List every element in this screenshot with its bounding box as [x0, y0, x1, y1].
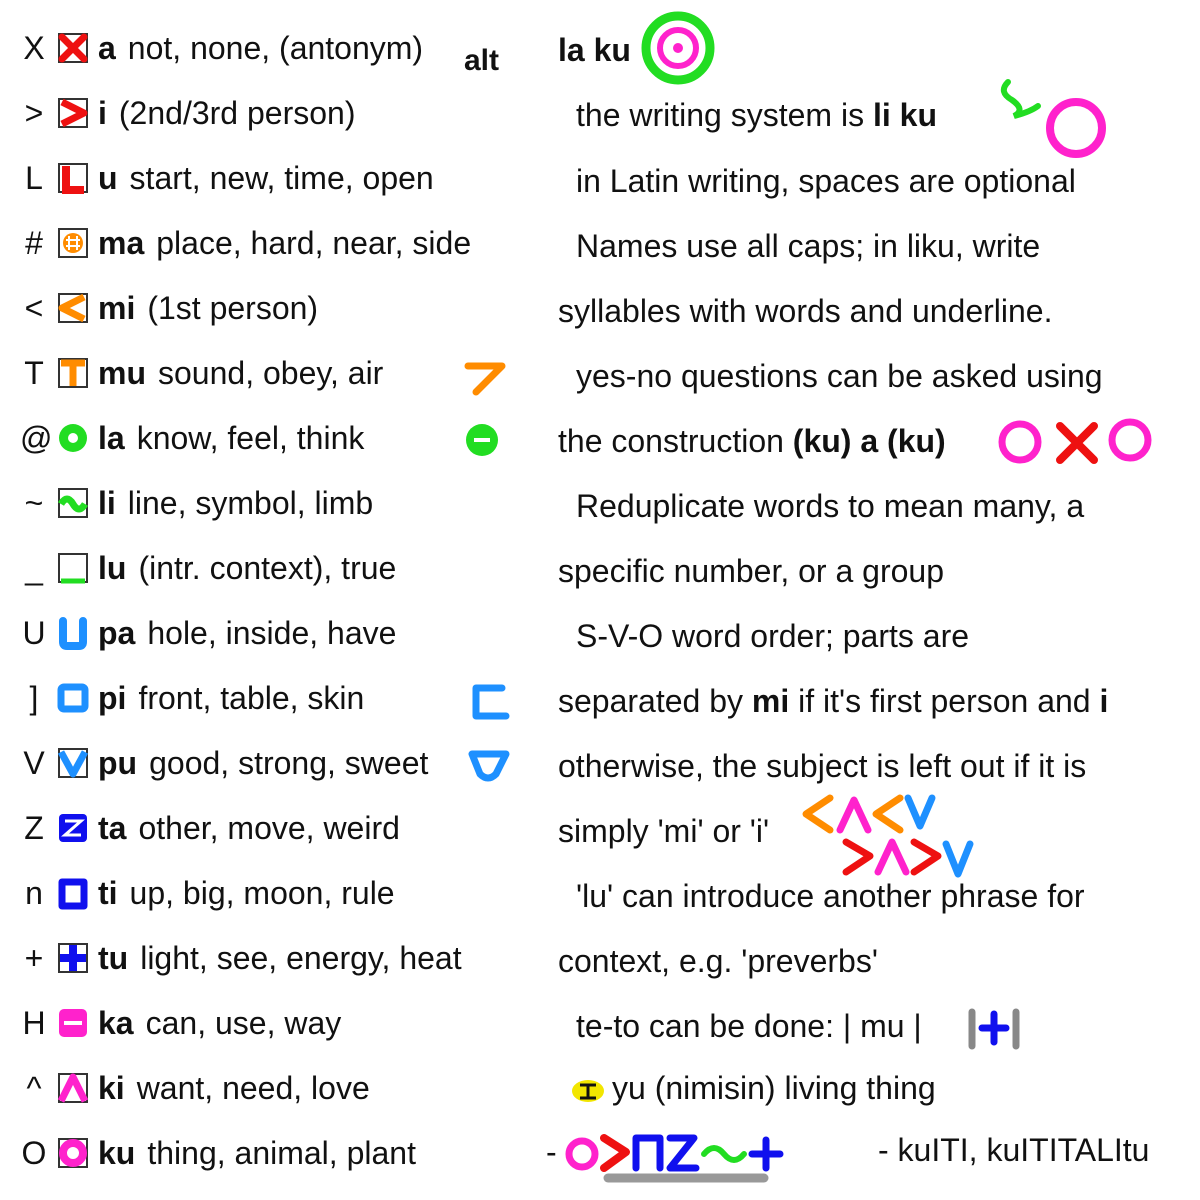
letter-row-tu: [0, 926, 540, 990]
letter-word: [98, 160, 434, 197]
letter-row-ku: [0, 1121, 540, 1185]
alt-label: alt: [464, 44, 500, 77]
letter-word: [98, 225, 471, 262]
word-gloss: light, see, energy, heat: [140, 939, 462, 976]
letter-row-la: [0, 406, 540, 470]
letter-word: [98, 420, 364, 457]
para-subject-2: simply 'mi' or 'i': [558, 813, 770, 849]
latin-letter: @: [20, 419, 53, 456]
para-yu: yu (nimisin) living thing: [612, 1070, 936, 1106]
la-ku-glyph-icon: [640, 10, 716, 86]
word-name: li: [98, 484, 116, 521]
word-name: i: [98, 94, 107, 131]
letter-row-li: [0, 471, 540, 535]
para-lu-2: context, e.g. 'preverbs': [558, 943, 878, 979]
latin-letter: ~: [24, 484, 44, 521]
para-writing-system: the writing system is li ku: [576, 97, 937, 133]
latin-letter: n: [25, 874, 43, 911]
word-gloss: (1st person): [147, 289, 319, 326]
word-name: mi: [98, 289, 136, 326]
mi-i-glyphs-icon: [800, 790, 980, 886]
letter-word: [98, 615, 396, 652]
word-name: ka: [98, 1004, 134, 1041]
latin-letter: <: [24, 289, 44, 326]
latin-letter: O: [21, 1134, 47, 1171]
word-gloss: start, new, time, open: [129, 159, 434, 196]
letter-row-mi: [0, 276, 540, 340]
word-gloss: sound, obey, air: [158, 354, 384, 391]
letter-row-ti: [0, 861, 540, 925]
letter-word: [98, 745, 428, 782]
para-names-1: Names use all caps; in liku, write: [576, 228, 1041, 264]
latin-letter: _: [25, 549, 43, 586]
less-than-glyph-icon: [56, 291, 90, 325]
bracket-glyph-icon: [56, 681, 90, 715]
letter-word: [98, 355, 383, 392]
letter-word: [98, 680, 364, 717]
hash-glyph-icon: [56, 226, 90, 260]
word-name: u: [98, 159, 118, 196]
word-name: a: [98, 29, 116, 66]
word-gloss: line, symbol, limb: [127, 484, 374, 521]
para-reduplicate-2: specific number, or a group: [558, 553, 944, 589]
letter-word: [98, 485, 373, 522]
pu-example-glyph-icon: [466, 744, 514, 792]
word-gloss: place, hard, near, side: [156, 224, 472, 261]
z-glyph-icon: [56, 811, 90, 845]
letter-word: [98, 810, 400, 847]
word-gloss: thing, animal, plant: [147, 1134, 416, 1171]
mu-example-glyph-icon: [462, 356, 510, 404]
latin-letter: +: [24, 939, 44, 976]
letter-row-ma: [0, 211, 540, 275]
letter-word: [98, 95, 355, 132]
latin-letter: >: [24, 94, 44, 131]
para-subject-1: otherwise, the subject is left out if it is: [558, 748, 1087, 784]
word-gloss: can, use, way: [145, 1004, 342, 1041]
letter-row-u: [0, 146, 540, 210]
letter-row-i: [0, 81, 540, 145]
x-glyph-icon: [56, 31, 90, 65]
li-ku-glyph-icon: [990, 70, 1120, 160]
word-name: mu: [98, 354, 146, 391]
letter-word: [98, 30, 423, 67]
pi-example-glyph-icon: [468, 680, 516, 728]
l-glyph-icon: [56, 161, 90, 195]
letter-word: [98, 940, 462, 977]
word-name: ma: [98, 224, 145, 261]
word-gloss: not, none, (antonym): [127, 29, 424, 66]
name-example-dash: -: [546, 1134, 557, 1170]
word-gloss: know, feel, think: [136, 419, 365, 456]
latin-letter: ^: [26, 1069, 42, 1106]
word-name: ti: [98, 874, 118, 911]
para-te-to: te-to can be done: | mu |: [576, 1008, 922, 1044]
letter-row-a: [0, 16, 540, 80]
yu-glyph-icon: [570, 1078, 610, 1104]
para-lu-1: 'lu' can introduce another phrase for: [576, 878, 1085, 914]
para-questions-1: yes-no questions can be asked using: [576, 358, 1103, 394]
letter-row-ka: [0, 991, 540, 1055]
latin-letter: V: [23, 744, 45, 781]
plus-glyph-icon: [56, 941, 90, 975]
v-glyph-icon: [56, 746, 90, 780]
latin-letter: H: [22, 1004, 46, 1041]
letter-word: [98, 1135, 416, 1172]
at-glyph-icon: [56, 421, 90, 455]
latin-letter: X: [23, 29, 45, 66]
word-name: ki: [98, 1069, 125, 1106]
tilde-glyph-icon: [56, 486, 90, 520]
word-gloss: (intr. context), true: [138, 549, 397, 586]
para-reduplicate-1: Reduplicate words to mean many, a: [576, 488, 1085, 524]
word-name: pi: [98, 679, 127, 716]
word-name: la: [98, 419, 125, 456]
letter-word: [98, 875, 395, 912]
letter-word: [98, 1005, 341, 1042]
word-name: ta: [98, 809, 127, 846]
n-glyph-icon: [56, 876, 90, 910]
latin-letter: T: [24, 354, 44, 391]
word-name: tu: [98, 939, 129, 976]
para-names-2: syllables with words and underline.: [558, 293, 1053, 329]
letter-row-ki: [0, 1056, 540, 1120]
letter-word: [98, 290, 318, 327]
para-word-order-2: separated by mi if it's first person and i: [558, 683, 1109, 719]
word-gloss: good, strong, sweet: [149, 744, 429, 781]
word-name: ku: [98, 1134, 136, 1171]
page-title: la ku: [558, 32, 631, 68]
word-name: pu: [98, 744, 138, 781]
t-glyph-icon: [56, 356, 90, 390]
underscore-glyph-icon: [56, 551, 90, 585]
para-questions-2: the construction (ku) a (ku): [558, 423, 946, 459]
greater-than-glyph-icon: [56, 96, 90, 130]
letter-row-lu: [0, 536, 540, 600]
letter-word: [98, 1070, 370, 1107]
caret-glyph-icon: [56, 1071, 90, 1105]
letter-row-pa: [0, 601, 540, 665]
name-example-text: - kuITI, kuITITALItu: [878, 1132, 1150, 1168]
la-example-glyph-icon: [460, 418, 508, 466]
letter-word: [98, 550, 396, 587]
letter-row-pu: [0, 731, 540, 795]
latin-letter: Z: [24, 809, 44, 846]
h-glyph-icon: [56, 1006, 90, 1040]
latin-letter: #: [25, 224, 43, 261]
latin-letter: U: [22, 614, 46, 651]
para-word-order-1: S-V-O word order; parts are: [576, 618, 970, 654]
latin-letter: ]: [29, 679, 39, 716]
name-example-glyphs-icon: [564, 1122, 794, 1186]
word-name: lu: [98, 549, 127, 586]
letter-row-mu: [0, 341, 540, 405]
u-glyph-icon: [56, 616, 90, 650]
te-to-glyph-icon: [964, 1006, 1026, 1052]
para-spaces: in Latin writing, spaces are optional: [576, 163, 1076, 199]
latin-letter: L: [25, 159, 43, 196]
word-name: pa: [98, 614, 136, 651]
word-gloss: hole, inside, have: [147, 614, 397, 651]
o-glyph-icon: [56, 1136, 90, 1170]
question-glyphs-icon: [996, 414, 1156, 470]
word-gloss: want, need, love: [136, 1069, 370, 1106]
word-gloss: front, table, skin: [138, 679, 365, 716]
letter-row-pi: [0, 666, 540, 730]
word-gloss: (2nd/3rd person): [118, 94, 356, 131]
word-gloss: other, move, weird: [138, 809, 400, 846]
letter-row-ta: [0, 796, 540, 860]
word-gloss: up, big, moon, rule: [129, 874, 395, 911]
